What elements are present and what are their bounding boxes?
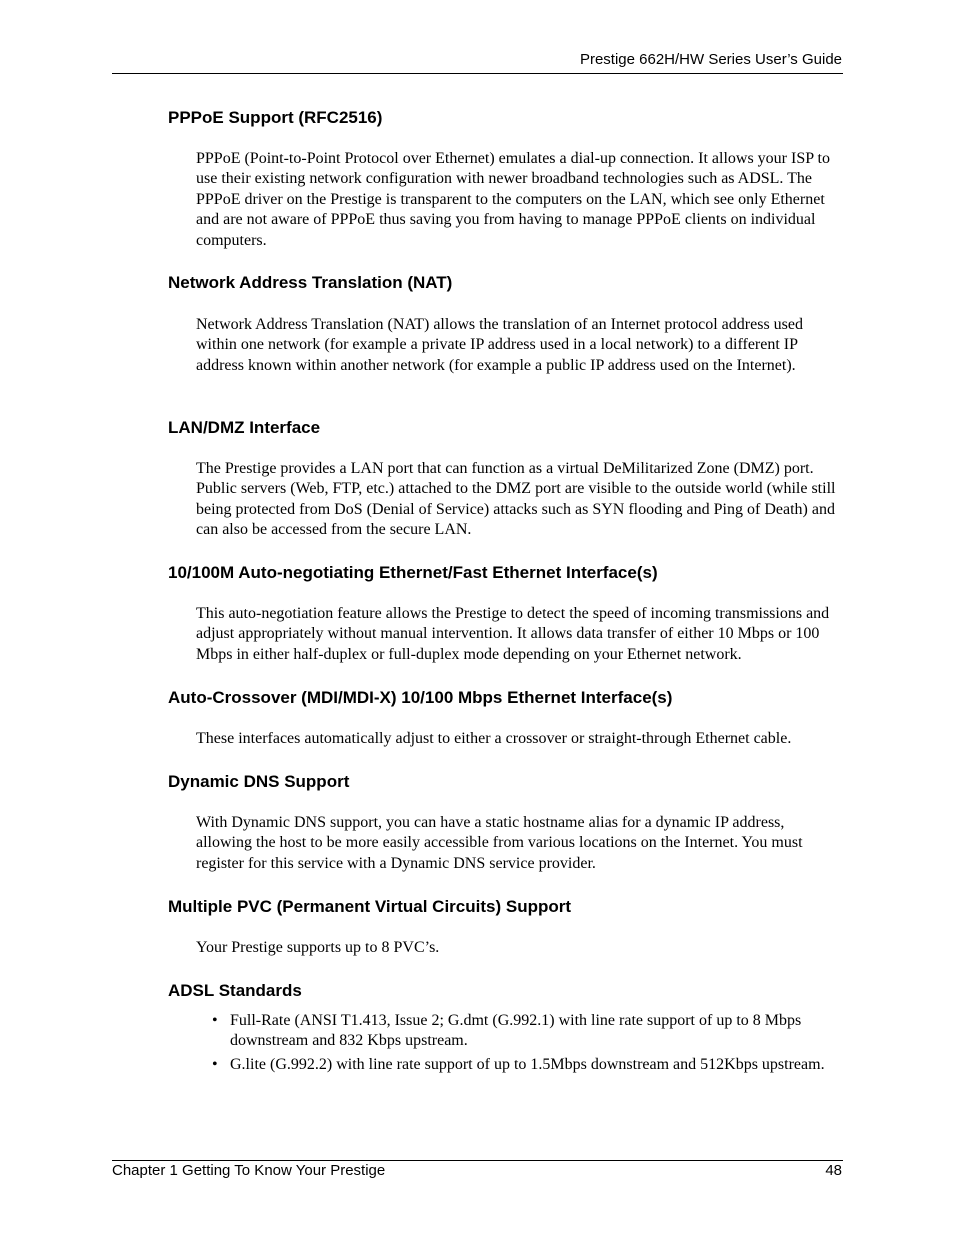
section-body-dynamic-dns: With Dynamic DNS support, you can have a static hostname alias for a dynamic IP address, allowing the host to be more easily accessible from various locations on the Internet. You must register for this service with a Dynamic DNS service provider. xyxy=(196,814,803,872)
adsl-standards-list xyxy=(196,1011,842,1075)
section-heading-nat: Network Address Translation (NAT) xyxy=(168,273,453,292)
section-body-nat: Network Address Translation (NAT) allows the translation of an Internet protocol address used within one network (for example a private IP address used in a local network) to a different IP address known within another network (for example a public IP address used on the Internet). xyxy=(196,316,803,374)
list-item xyxy=(196,1055,842,1075)
section-heading-auto-crossover: Auto-Crossover (MDI/MDI-X) 10/100 Mbps Ethernet Interface(s) xyxy=(168,688,673,707)
section-heading-pppoe: PPPoE Support (RFC2516) xyxy=(168,108,383,127)
list-item-text: Full-Rate (ANSI T1.413, Issue 2; G.dmt (G.992.1) with line rate support of up to 8 Mbps downstream and 832 Kbps upstream. xyxy=(230,1012,802,1050)
section-body-ethernet: This auto-negotiation feature allows the Prestige to detect the speed of incoming transmissions and adjust appropriately without manual intervention. It allows data transfer of either 10 Mbps or 100 Mbps in either half-duplex or full-duplex mode depending on your Ethernet network. xyxy=(196,605,830,663)
section-heading-multiple-pvc: Multiple PVC (Permanent Virtual Circuits) Support xyxy=(168,897,572,916)
bullet-icon: • xyxy=(212,1055,218,1073)
list-item xyxy=(196,1011,842,1052)
chapter-title: Chapter 1 Getting To Know Your Prestige xyxy=(112,1162,386,1179)
header-divider xyxy=(112,73,843,74)
page-number: 48 xyxy=(825,1162,842,1179)
list-item-text: G.lite (G.992.2) with line rate support of up to 1.5Mbps downstream and 512Kbps upstream. xyxy=(230,1055,825,1073)
section-heading-adsl-standards: ADSL Standards xyxy=(168,981,302,1000)
section-body-pppoe: PPPoE (Point-to-Point Protocol over Ethernet) emulates a dial-up connection. It allows your ISP to use their existing network configuration with newer broadband technologies such as ADSL. The PPPoE driver on the Prestige is transparent to the computers on the LAN, which see only Ethernet and are not aware of PPPoE thus saving you from having to manage PPPoE clients on individual computers. xyxy=(196,150,830,249)
section-body-multiple-pvc: Your Prestige supports up to 8 PVC’s. xyxy=(196,939,440,956)
guide-title: Prestige 662H/HW Series User’s Guide xyxy=(579,51,842,68)
footer-divider xyxy=(112,1160,843,1161)
section-heading-lan-dmz: LAN/DMZ Interface xyxy=(168,418,321,437)
section-heading-ethernet: 10/100M Auto-negotiating Ethernet/Fast Ethernet Interface(s) xyxy=(168,563,658,582)
section-body-lan-dmz: The Prestige provides a LAN port that can function as a virtual DeMilitarized Zone (DMZ) port. Public servers (Web, FTP, etc.) attached to the DMZ port are visible to the outside world (while still being protected from DoS (Denial of Service) attacks such as SYN flooding and Ping of Death) and can also be accessed from the secure LAN. xyxy=(196,460,836,539)
section-body-auto-crossover: These interfaces automatically adjust to either a crossover or straight-through Ethernet cable. xyxy=(196,730,792,747)
bullet-icon: • xyxy=(212,1012,218,1029)
section-heading-dynamic-dns: Dynamic DNS Support xyxy=(168,772,350,791)
